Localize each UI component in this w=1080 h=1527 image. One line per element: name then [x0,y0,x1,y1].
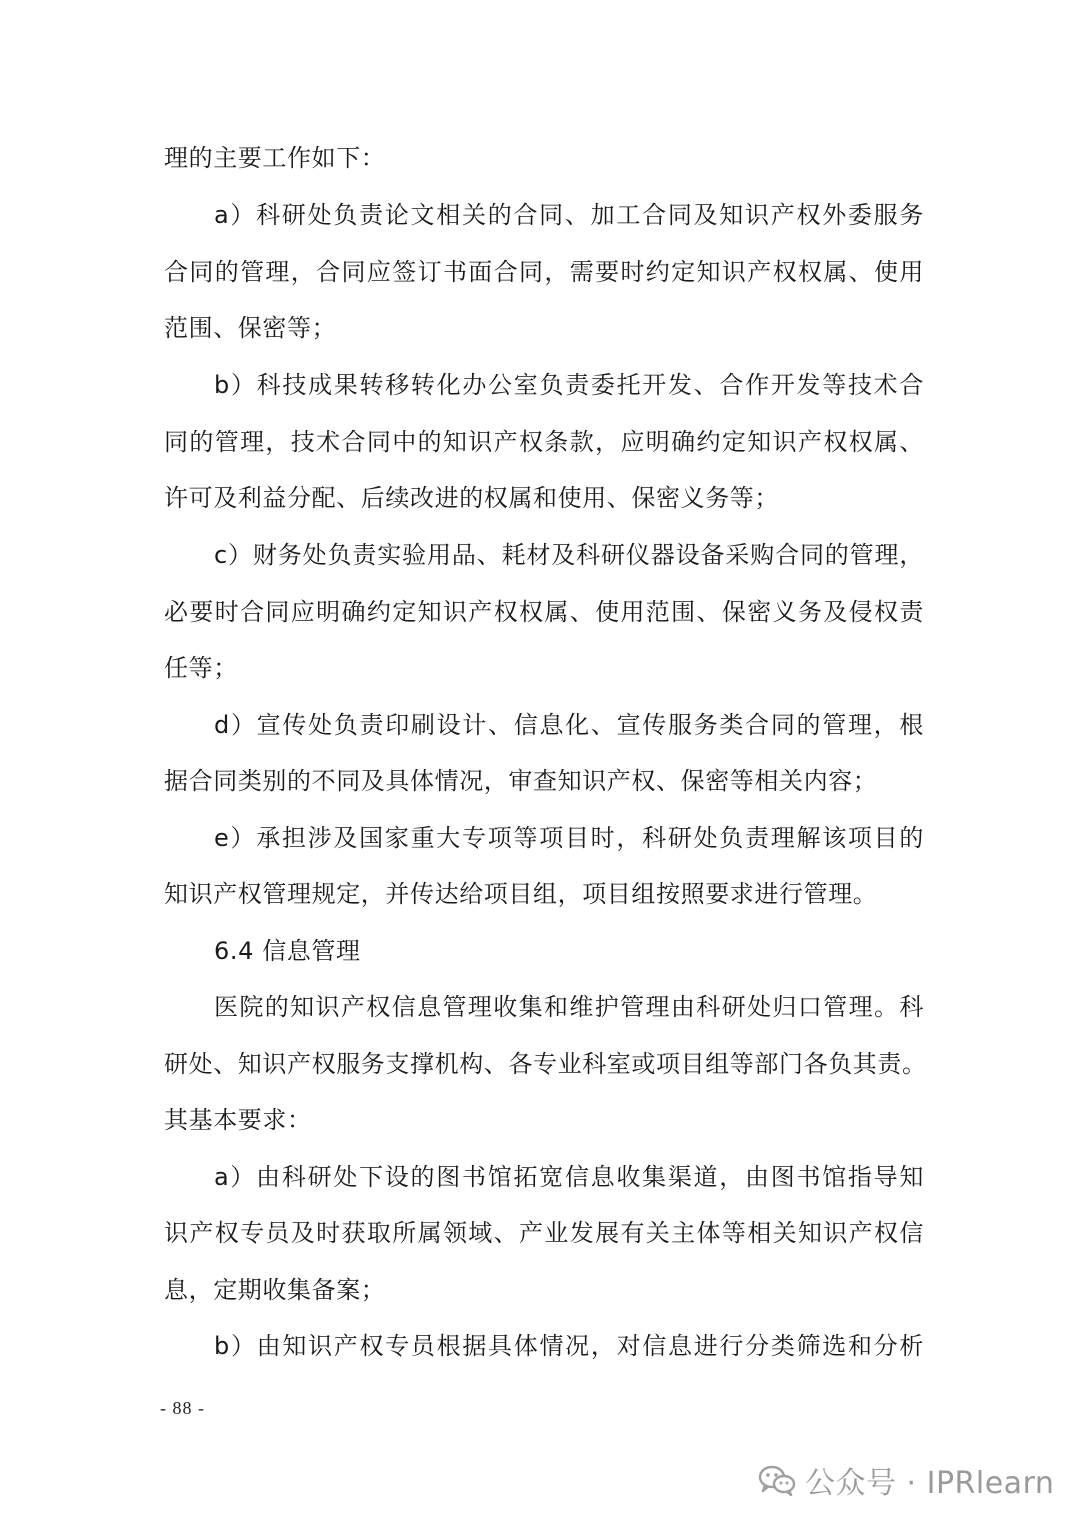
wechat-icon [757,1464,797,1496]
page-number: - 88 - [160,1398,205,1418]
text-line: 许可及利益分配、后续改进的权属和使用、保密义务等； [164,484,779,512]
text-line: 知识产权管理规定，并传达给项目组，项目组按照要求进行管理。 [164,880,878,908]
text-line: d）宣传处负责印刷设计、信息化、宣传服务类合同的管理，根 [214,711,924,739]
text-line: b）由知识产权专员根据具体情况，对信息进行分类筛选和分析 [214,1332,924,1360]
text-line: 范围、保密等； [164,314,337,342]
text-line: 必要时合同应明确约定知识产权权属、使用范围、保密义务及侵权责 [164,598,924,626]
text-line: a）科研处负责论文相关的合同、加工合同及知识产权外委服务 [214,201,924,229]
watermark-text: 公众号 · IPRlearn [805,1466,1055,1501]
text-line: 任等； [164,654,238,682]
text-line: c）财务处负责实验用品、耗材及科研仪器设备采购合同的管理， [214,541,924,569]
text-line: 其基本要求： [164,1106,312,1134]
text-line: 理的主要工作如下： [164,144,386,172]
text-line: b）科技成果转移转化办公室负责委托开发、合作开发等技术合 [214,371,924,399]
section-heading: 6.4 信息管理 [214,937,361,965]
text-line: 同的管理，技术合同中的知识产权条款，应明确约定知识产权权属、 [164,428,924,456]
text-line: e）承担涉及国家重大专项等项目时，科研处负责理解该项目的 [214,824,924,852]
watermark [757,1458,1054,1502]
text-line: 合同的管理，合同应签订书面合同，需要时约定知识产权权属、使用 [164,258,924,286]
text-line: 息，定期收集备案； [164,1276,386,1304]
text-line: 研处、知识产权服务支撑机构、各专业科室或项目组等部门各负其责。 [164,1050,927,1078]
text-line: 医院的知识产权信息管理收集和维护管理由科研处归口管理。科 [214,993,924,1021]
text-line: a）由科研处下设的图书馆拓宽信息收集渠道，由图书馆指导知 [214,1163,924,1191]
text-line: 据合同类别的不同及具体情况，审查知识产权、保密等相关内容； [164,767,878,795]
text-line: 识产权专员及时获取所属领域、产业发展有关主体等相关知识产权信 [164,1219,924,1247]
